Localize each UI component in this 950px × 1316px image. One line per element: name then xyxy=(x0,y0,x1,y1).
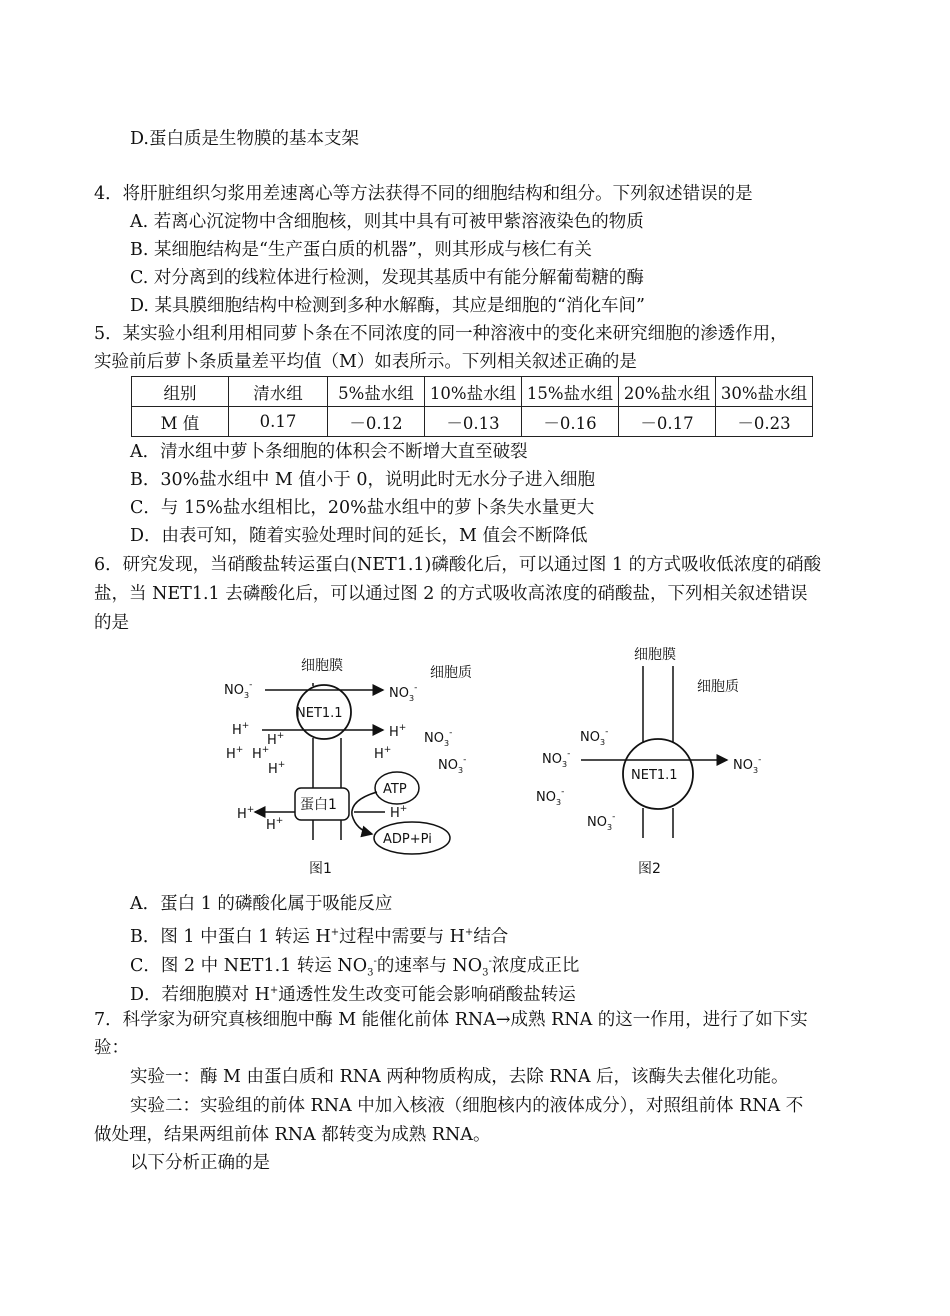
q4-option-c[interactable]: C. 对分离到的线粒体进行检测，发现其基质中有能分解葡萄糖的酶 xyxy=(130,268,644,288)
q5-option-a[interactable]: A．清水组中萝卜条细胞的体积会不断增大直至破裂 xyxy=(130,442,528,462)
fig1-h-left: H+ xyxy=(232,721,250,738)
q7-experiment-1: 实验一：酶 M 由蛋白质和 RNA 两种物质构成，去除 RNA 后，该酶失去催化功能。 xyxy=(130,1067,789,1087)
fig1-no3-cyto-2: $NO_3^-$ xyxy=(438,755,467,775)
fig1-adp-label: ADP+Pi xyxy=(383,832,432,847)
q5-option-b[interactable]: B．30%盐水组中 M 值小于 0，说明此时无水分子进入细胞 xyxy=(130,470,595,490)
fig2-no3-ext-4: $NO_3^-$ xyxy=(587,812,616,832)
fig1-cytoplasm-label: 细胞质 xyxy=(430,665,472,681)
q6-option-a[interactable]: A．蛋白 1 的磷酸化属于吸能反应 xyxy=(130,894,393,914)
fig1-net11-label: NET1.1 xyxy=(296,706,343,721)
q6-option-c-part2: 的速率与 NO xyxy=(376,955,483,976)
table-cell: －0.23 xyxy=(716,407,813,437)
fig1-h-right: H+ xyxy=(389,723,407,740)
q6-option-c-part3: 浓度成正比 xyxy=(491,955,580,976)
table-header-cell: 15%盐水组 xyxy=(522,377,619,407)
table-header-cell: 10%盐水组 xyxy=(425,377,522,407)
superscript: + xyxy=(330,927,340,938)
table-cell: 0.17 xyxy=(229,407,328,437)
table-cell: －0.17 xyxy=(619,407,716,437)
q6-stem-line3: 的是 xyxy=(94,613,129,633)
q5-stem-line1: 5．某实验小组利用相同萝卜条在不同浓度的同一种溶液中的变化来研究细胞的渗透作用， xyxy=(94,324,788,344)
q6-option-c-part1: C．图 2 中 NET1.1 转运 NO xyxy=(130,955,368,976)
table-header-cell: 5%盐水组 xyxy=(328,377,425,407)
fig1-h-ext-3: H+ xyxy=(252,745,270,762)
superscript: + xyxy=(269,985,279,996)
table-cell: －0.13 xyxy=(425,407,522,437)
fig2-no3-ext-1: $NO_3^-$ xyxy=(580,727,609,747)
q4-option-a[interactable]: A. 若离心沉淀物中含细胞核，则其中具有可被甲紫溶液染色的物质 xyxy=(130,212,644,232)
q6-option-b-part2: 过程中需要与 H xyxy=(339,926,465,947)
q7-stem-line2: 验： xyxy=(94,1038,129,1058)
q7-stem-line1: 7．科学家为研究真核细胞中酶 M 能催化前体 RNA→成熟 RNA 的这一作用，进行了如下实 xyxy=(94,1010,808,1030)
q5-option-c[interactable]: C．与 15%盐水组相比，20%盐水组中的萝卜条失水量更大 xyxy=(130,498,595,518)
fig1-no3-left: $NO_3^-$ xyxy=(224,680,253,700)
table-header-cell: 30%盐水组 xyxy=(716,377,813,407)
superscript: - xyxy=(488,956,492,967)
table-cell: －0.12 xyxy=(328,407,425,437)
q7-experiment-2-line1: 实验二：实验组的前体 RNA 中加入核液（细胞核内的液体成分），对照组前体 RNA 不 xyxy=(130,1096,804,1116)
fig1-no3-cyto-1: $NO_3^-$ xyxy=(424,728,453,748)
table-cell: M 值 xyxy=(132,407,229,437)
fig1-h-ext-4: H+ xyxy=(268,760,286,777)
q6-option-b-part1: B．图 1 中蛋白 1 转运 H xyxy=(130,926,331,947)
superscript: - xyxy=(373,956,377,967)
subscript: 3 xyxy=(367,967,374,979)
fig1-h-ext-1: H+ xyxy=(267,731,285,748)
fig1-no3-right: $NO_3^-$ xyxy=(389,683,418,703)
q6-option-b[interactable] xyxy=(130,921,508,949)
table-header-cell: 组别 xyxy=(132,377,229,407)
fig1-h-out: H+ xyxy=(237,805,255,822)
q6-option-b-part3: 结合 xyxy=(473,926,509,947)
q7-experiment-2-line2: 做处理，结果两组前体 RNA 都转变为成熟 RNA。 xyxy=(94,1125,491,1145)
fig2-no3-ext-2: $NO_3^-$ xyxy=(542,749,571,769)
fig2-cytoplasm-label: 细胞质 xyxy=(697,679,739,695)
fig1-caption: 图1 xyxy=(309,861,332,877)
fig1-h-out-2: H+ xyxy=(266,816,284,833)
q6-option-d[interactable] xyxy=(130,979,576,1007)
q4-stem: 4．将肝脏组织匀浆用差速离心等方法获得不同的细胞结构和组分。下列叙述错误的是 xyxy=(94,184,753,204)
table-header-cell: 清水组 xyxy=(229,377,328,407)
subscript: 3 xyxy=(482,967,489,979)
fig2-caption: 图2 xyxy=(638,861,661,877)
fig1-h-ext-2: H+ xyxy=(226,745,244,762)
superscript: + xyxy=(464,927,474,938)
fig1-h-int-1: H+ xyxy=(374,745,392,762)
q6-option-d-part1: D．若细胞膜对 H xyxy=(130,984,270,1005)
q5-stem-line2: 实验前后萝卜条质量差平均值（M）如表所示。下列相关叙述正确的是 xyxy=(94,352,637,372)
fig2-no3-cyto: $NO_3^-$ xyxy=(733,755,762,775)
fig2-no3-ext-3: $NO_3^-$ xyxy=(536,787,565,807)
q6-option-d-part2: 通透性发生改变可能会影响硝酸盐转运 xyxy=(278,984,576,1005)
table-header-cell: 20%盐水组 xyxy=(619,377,716,407)
q5-option-d[interactable]: D．由表可知，随着实验处理时间的延长，M 值会不断降低 xyxy=(130,526,588,546)
q4-option-d[interactable]: D. 某具膜细胞结构中检测到多种水解酶，其应是细胞的“消化车间” xyxy=(130,296,645,316)
q6-stem-line2: 盐，当 NET1.1 去磷酸化后，可以通过图 2 的方式吸收高浓度的硝酸盐，下列相关叙述错误 xyxy=(94,584,808,604)
q3-option-d: D.蛋白质是生物膜的基本支架 xyxy=(130,129,359,149)
fig1-membrane-label: 细胞膜 xyxy=(301,658,343,674)
fig1-atp-label: ATP xyxy=(383,782,407,797)
fig1-h-in: H+ xyxy=(390,804,408,821)
fig2-membrane-label: 细胞膜 xyxy=(634,647,676,663)
q4-option-b[interactable]: B. 某细胞结构是“生产蛋白质的机器”，则其形成与核仁有关 xyxy=(130,240,592,260)
fig1-protein1-label: 蛋白1 xyxy=(300,797,337,813)
q7-question: 以下分析正确的是 xyxy=(130,1153,270,1173)
table-cell: －0.16 xyxy=(522,407,619,437)
fig2-net11-label: NET1.1 xyxy=(631,768,678,783)
q6-stem-line1: 6．研究发现，当硝酸盐转运蛋白(NET1.1)磷酸化后，可以通过图 1 的方式吸收低浓度的硝酸 xyxy=(94,555,822,575)
